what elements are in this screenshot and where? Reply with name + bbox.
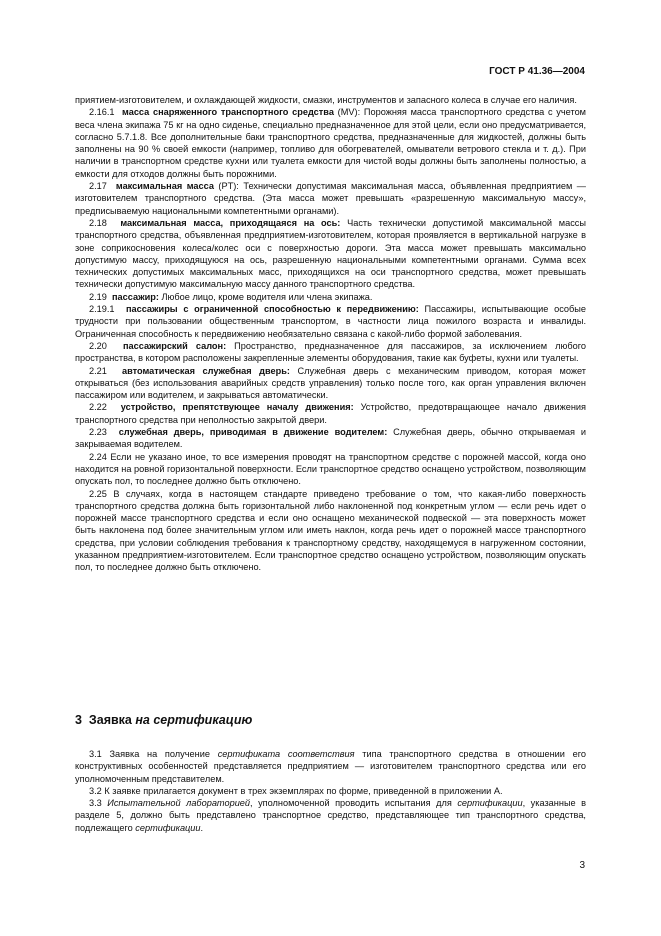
clause-number: 2.21 [89,365,107,376]
clause-number: 3.3 [89,798,108,809]
text-run: типа транспортного средства в отношении его конструктивных особенностей представляется предприятием — изготовителем транспортного средства или его уполномоченным представителем. [75,749,586,784]
text-run: . [200,822,204,833]
italic-term: сертификации [457,798,523,809]
document-id-header: ГОСТ Р 41.36—2004 [489,66,585,77]
paragraph-3-1 [75,748,586,785]
section-title-italic: на сертификацию [135,713,253,727]
italic-term: Испытательной лабораторией [107,798,251,809]
definition: Служебная дверь с механическим приводом, которая может открываться (без использования аварийных средств управления) только после того, как орган управления включен пассажиром или водителем, и закрываться автоматически. [75,365,586,401]
definition: Любое лицо, кроме водителя или члена экипажа. [158,291,373,302]
definition: Устройство, предотвращающее начало движения транспортного средства при неполностью закрытой двери. [75,402,587,425]
paragraph-3-2: 3.2 К заявке прилагается документ в трех экземплярах по форме, приведенной в приложении А. [89,785,503,796]
section-heading-3 [75,713,252,727]
term: максимальная масса [115,181,214,192]
italic-term: сертификации [135,822,201,833]
text-block-definitions [75,94,586,574]
term: масса снаряженного транспортного средства [122,107,334,118]
clause-number: 2.19.1 [89,304,115,315]
definition: (MV): Порожняя масса транспортного средства с учетом веса члена экипажа 75 кг на одно сиденье, специально предназначенное для этой цели, если оно предусматривается, согласно 5.7.1.8. Все дополнительные баки транспортного средства, предназначенные для жидкостей, должны быть заполнены на 90 % своей емкости (например, топливо для обогревателей, омыватели ветрового стекла и т. д.). При наличии в транспортном средстве кухни или туалета емкости для чистой воды должны быть заполнены полностью, а емкости для отходов должны быть порожними. [75,107,586,179]
clause-number: 2.16.1 [89,107,115,118]
italic-term: сертификата соответствия [217,749,355,759]
clause-number: 2.18 [89,217,107,228]
clause-number: 2.20 [89,340,107,351]
paragraph-2-16-1 [75,106,586,180]
paragraph-2-17 [75,180,586,217]
clause-number: 2.22 [89,402,107,413]
definition: (PT): Технически допустимая максимальная масса, объявленная предприятием — изготовителем транспортного средства. (Эта масса может превышать «разрешенную максимальную массу», предписываемую национальными компетентными органами). [75,181,586,216]
section-title: Заявка [88,713,136,727]
paragraph-2-24: 2.24 Если не указано иное, то все измерения проводят на транспортном средстве с порожней массой, когда оно находится на ровной горизонтальной поверхности. Если транспортное средство оснащено устройством, позволяющим опускать пол, то последнее должно быть отключено. [75,451,586,487]
clause-number: 2.19 [89,291,107,302]
paragraph-2-18 [75,217,586,291]
term: устройство, препятствующее началу движения: [120,402,354,413]
term: максимальная масса, приходящаяся на ось: [120,217,341,228]
paragraph-2-19 [75,291,586,303]
term: служебная дверь, приводимая в движение водителем: [118,427,388,438]
clause-number: 2.23 [89,427,107,438]
clause-number: 2.17 [89,181,107,192]
term: пассажир: [112,291,159,302]
text-block-section-3 [75,748,586,834]
term: пассажирский салон: [122,340,227,351]
paragraph-2-25: 2.25 В случаях, когда в настоящем стандарте приведено требование о том, что какая-либо поверхность транспортного средства должна быть горизонтальной либо наклоненной под конкретным углом — если речь идет о порожней массе транспортного средства и если оно оснащено механической подвеской — эта поверхность может быть наклонена под более значительным углом или иметь наклон, когда речь идет о порожней массе транспортного средства, при условии соблюдения требования к транспортному средству, находящемуся в нагруженном состоянии, указанном предприятием-изготовителем. Если транспортное средство оснащено устройством, позволяющим опускать пол, то последнее должно быть отключено. [75,488,586,573]
text-run: , уполномоченной проводить испытания для [250,798,458,809]
paragraph-2-23 [75,426,586,451]
paragraph-continuation: приятием-изготовителем, и охлаждающей жидкости, смазки, инструментов и запасного колеса в случае его наличия. [75,95,577,105]
paragraph-2-21 [75,365,586,402]
page-number: 3 [579,860,585,871]
definition: Служебная дверь, обычно открываемая и закрываемая водителем. [75,427,586,450]
definition: Пространство, предназначенное для пассажиров, за исключением любого пространства, в котором расположены закрепленные элементы оборудования, такие как буфеты, кухни или туалеты. [75,340,586,364]
section-number: 3 [75,713,82,727]
definition: Пассажиры, испытывающие особые трудности при пользовании общественным транспортом, в частности лица пожилого возраста и инвалиды. Ограниченная способность к передвижению необязательно связана с какой-либо формой заболевания. [75,304,586,339]
text-run: 3.1 Заявка на получение [89,749,218,759]
paragraph-2-19-1 [75,303,586,340]
term: пассажиры с ограниченной способностью к передвижению: [125,304,419,315]
paragraph-2-22 [75,401,586,426]
term: автоматическая служебная дверь: [122,365,290,376]
definition: Часть технически допустимой максимальной массы транспортного средства, объявленная предприятием-изготовителем, которая проявляется в вертикальной нагрузке в зоне соприкосновения колеса/колес оси с поверхностью дороги. Эта масса может превышать максимально допустимую массу, приходящуюся на ось, разрешенную национальными компетентными органами. Сумма всех технических допустимых максимальных масс, приходящихся на оси транспортного средства, может превышать технически допустимую максимальную массу данного транспортного средства. [75,217,586,290]
text-run: , указанные в разделе 5, должно быть представлено транспортное средство, представляющее тип транспортного средства, подлежащего [75,798,587,833]
paragraph-3-3 [75,797,586,834]
paragraph-2-20 [75,340,586,365]
